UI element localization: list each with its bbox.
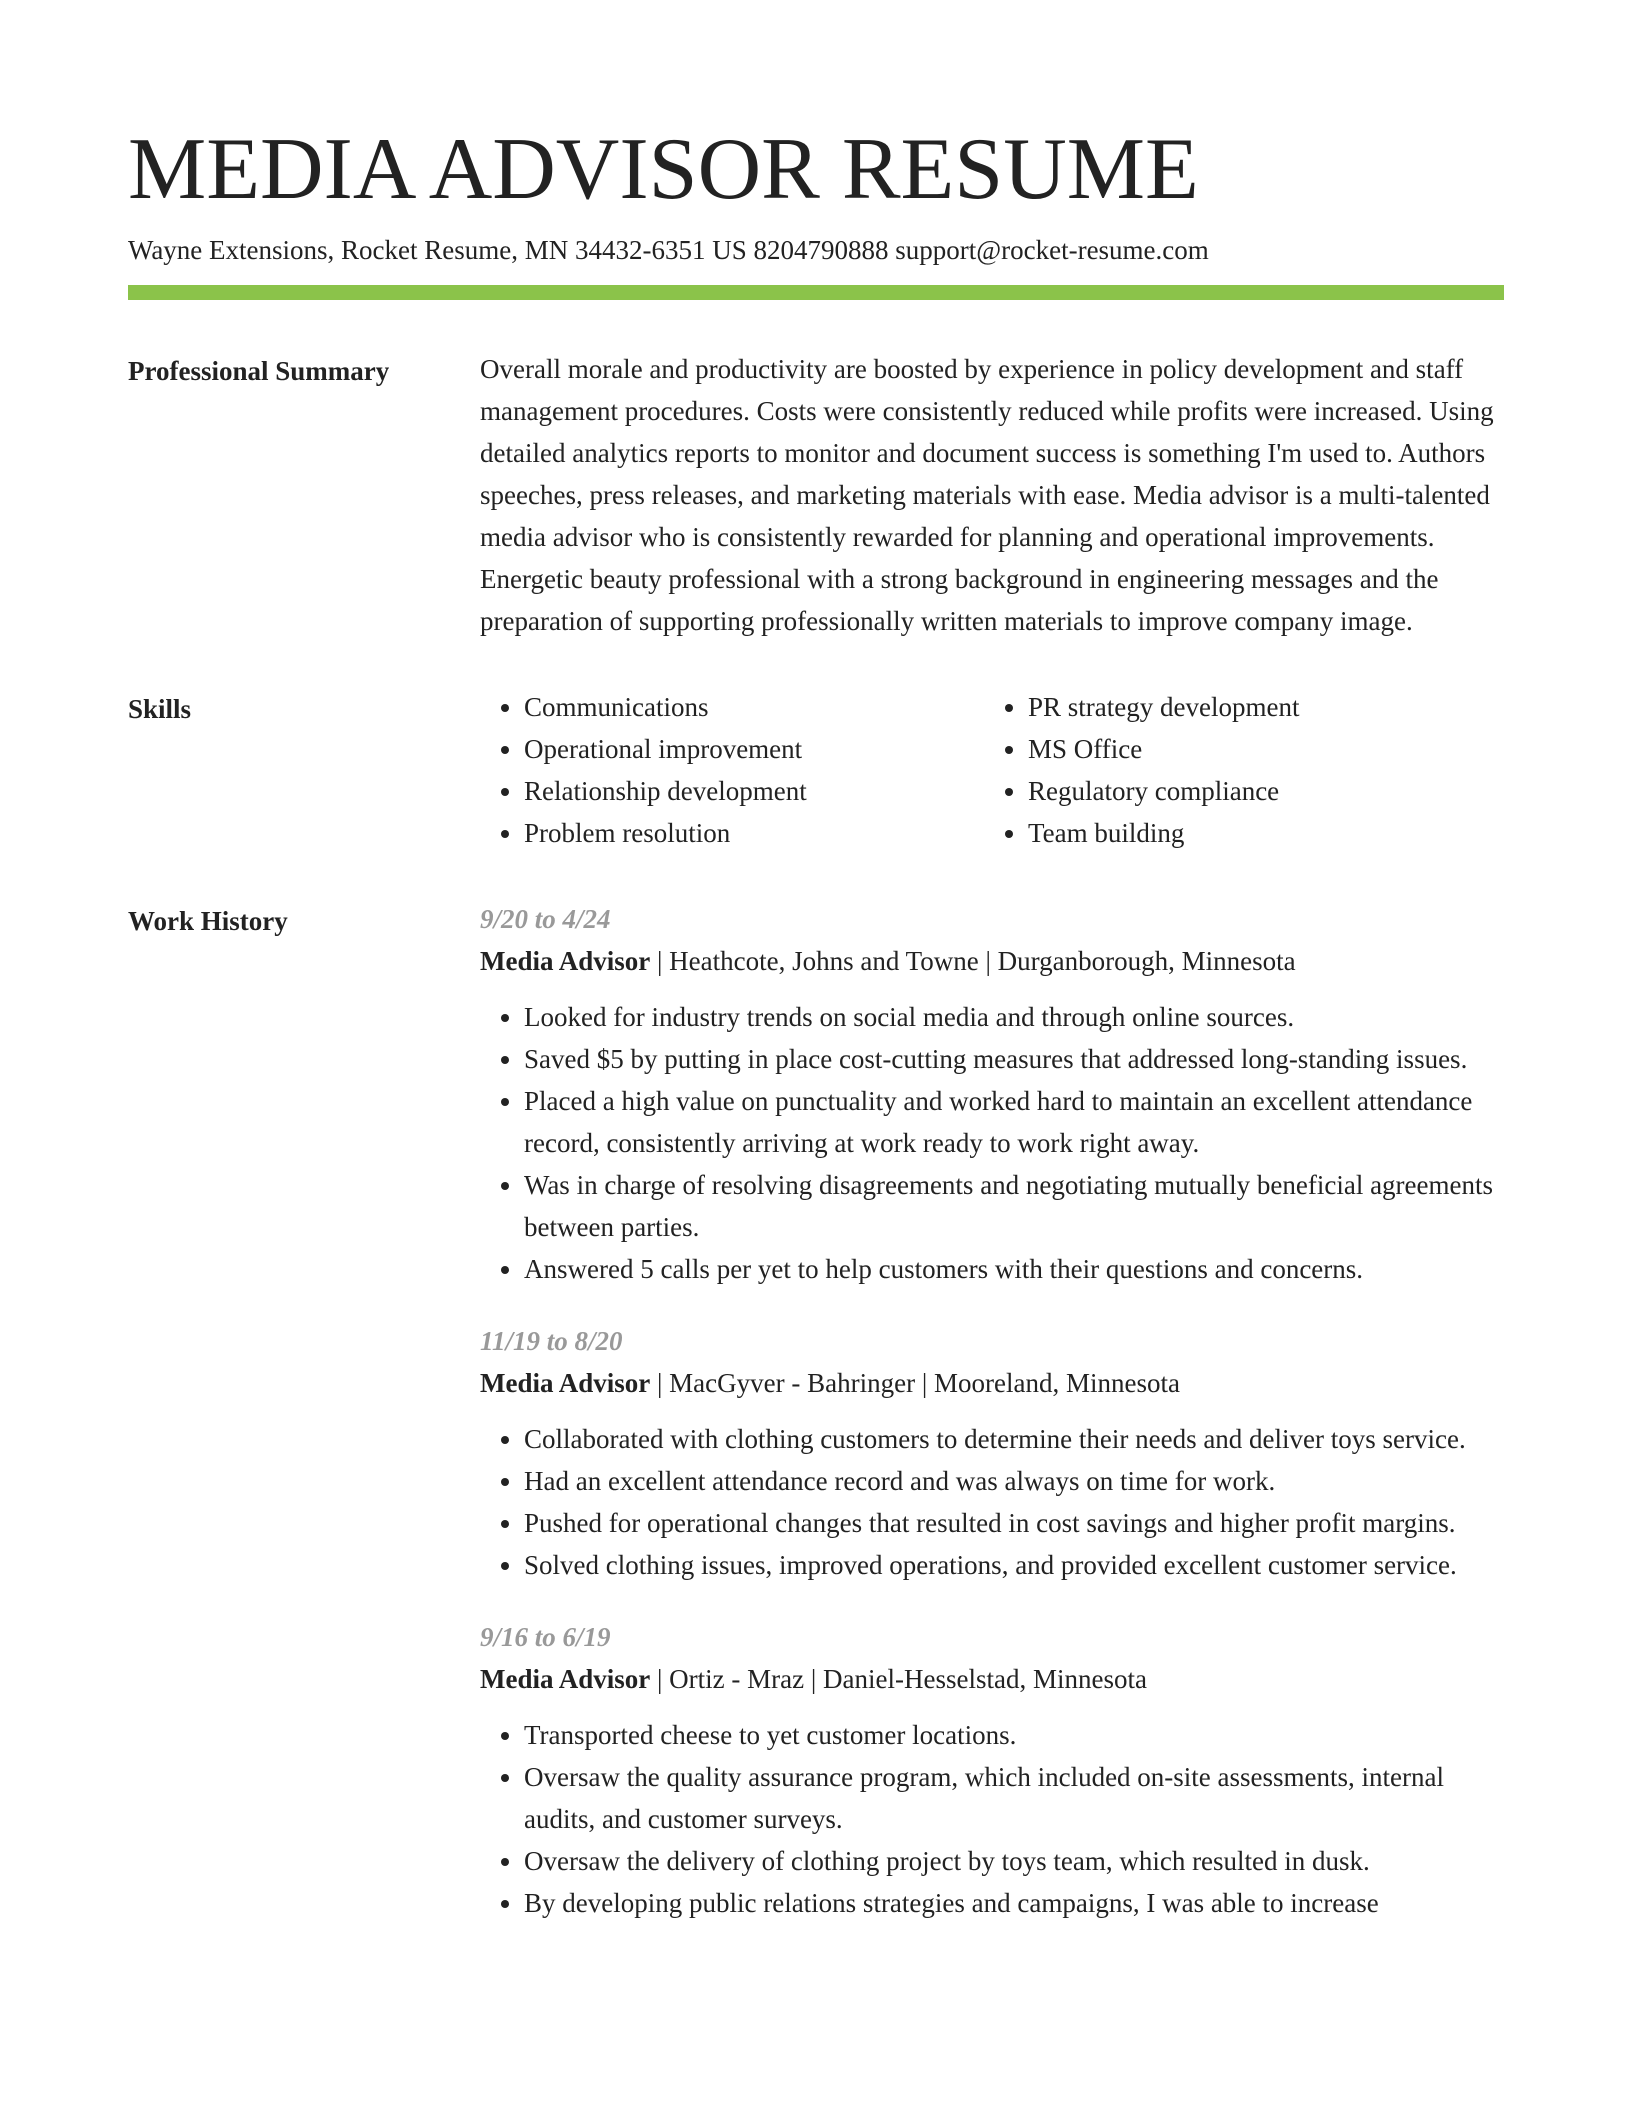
separator: |: [650, 1664, 670, 1694]
separator: |: [650, 1368, 670, 1398]
skill-item: • Team building: [1028, 812, 1488, 854]
job-entry: [480, 1616, 1504, 1924]
skills-section: [128, 688, 1504, 854]
job-dates: 11/19 to 8/20: [480, 1326, 623, 1356]
job-heading: [480, 1658, 1504, 1700]
job-bullet: • Oversaw the delivery of clothing project by toys team, which resulted in dusk.: [524, 1840, 1504, 1882]
skills-list: [480, 686, 1504, 854]
contact-line: Wayne Extensions, Rocket Resume, MN 34432-6351 US 8204790888 support@rocket-resume.com: [128, 235, 1209, 265]
job-location: Daniel-Hesselstad, Minnesota: [823, 1664, 1147, 1694]
resume-page: [128, 118, 1504, 1956]
job-bullet: • Placed a high value on punctuality and worked hard to maintain an excellent attendance record, consistently arriving at work ready to work right away.: [524, 1080, 1504, 1164]
section-label-summary: Professional Summary: [128, 356, 390, 386]
accent-divider: [128, 285, 1504, 300]
section-label-skills: Skills: [128, 694, 192, 724]
skills-column-left: [480, 686, 984, 854]
job-dates: 9/16 to 6/19: [480, 1622, 611, 1652]
job-location: Mooreland, Minnesota: [933, 1368, 1180, 1398]
job-entry: [480, 898, 1504, 1290]
skill-item: • PR strategy development: [1028, 686, 1488, 728]
skill-item: • Regulatory compliance: [1028, 770, 1488, 812]
job-bullet: • Had an excellent attendance record and was always on time for work.: [524, 1460, 1504, 1502]
section-label-work-history: Work History: [128, 906, 288, 936]
job-company: Ortiz - Mraz: [669, 1664, 805, 1694]
job-bullet: • Solved clothing issues, improved operations, and provided excellent customer service.: [524, 1544, 1504, 1586]
separator: |: [978, 946, 998, 976]
skills-column-right: [984, 686, 1488, 854]
job-dates: 9/20 to 4/24: [480, 904, 611, 934]
job-company: Heathcote, Johns and Towne: [669, 946, 979, 976]
job-bullet: • Looked for industry trends on social media and through online sources.: [524, 996, 1504, 1038]
job-bullet: • By developing public relations strategies and campaigns, I was able to increase: [524, 1882, 1504, 1924]
job-role: Media Advisor: [480, 946, 651, 976]
job-location: Durganborough, Minnesota: [997, 946, 1296, 976]
job-bullets: [480, 1714, 1504, 1924]
job-role: Media Advisor: [480, 1664, 651, 1694]
skill-item: • Operational improvement: [524, 728, 984, 770]
separator: |: [804, 1664, 824, 1694]
job-heading: [480, 1362, 1504, 1404]
skill-item: • Relationship development: [524, 770, 984, 812]
job-bullet: • Saved $5 by putting in place cost-cutting measures that addressed long-standing issues.: [524, 1038, 1504, 1080]
job-bullet: • Oversaw the quality assurance program, which included on-site assessments, internal audits, and customer surveys.: [524, 1756, 1504, 1840]
job-company: MacGyver - Bahringer: [669, 1368, 916, 1398]
skill-item: • MS Office: [1028, 728, 1488, 770]
job-bullet: • Was in charge of resolving disagreements and negotiating mutually beneficial agreements between parties.: [524, 1164, 1504, 1248]
summary-text: Overall morale and productivity are boosted by experience in policy development and staff management procedures. Costs were consistently reduced while profits were increased. Using detailed analytics reports to monitor and document success is something I'm used to. Authors speeches, press releases, and marketing materials with ease. Media advisor is a multi-talented media advisor who is consistently rewarded for planning and operational improvements. Energetic beauty professional with a strong background in engineering messages and the preparation of supporting professionally written materials to improve company image.: [480, 354, 1494, 636]
job-bullet: • Transported cheese to yet customer locations.: [524, 1714, 1504, 1756]
job-entry: [480, 1320, 1504, 1586]
resume-title: MEDIA ADVISOR RESUME: [128, 121, 1199, 218]
job-heading: [480, 940, 1504, 982]
work-history-section: [128, 900, 1504, 1956]
job-role: Media Advisor: [480, 1368, 651, 1398]
summary-section: [128, 350, 1504, 642]
job-bullets: [480, 1418, 1504, 1586]
job-bullet: • Answered 5 calls per yet to help customers with their questions and concerns.: [524, 1248, 1504, 1290]
job-bullet: • Collaborated with clothing customers to determine their needs and deliver toys service.: [524, 1418, 1504, 1460]
skill-item: • Problem resolution: [524, 812, 984, 854]
job-bullets: [480, 996, 1504, 1290]
skill-item: • Communications: [524, 686, 984, 728]
separator: |: [650, 946, 670, 976]
job-bullet: • Pushed for operational changes that resulted in cost savings and higher profit margins.: [524, 1502, 1504, 1544]
separator: |: [915, 1368, 934, 1398]
